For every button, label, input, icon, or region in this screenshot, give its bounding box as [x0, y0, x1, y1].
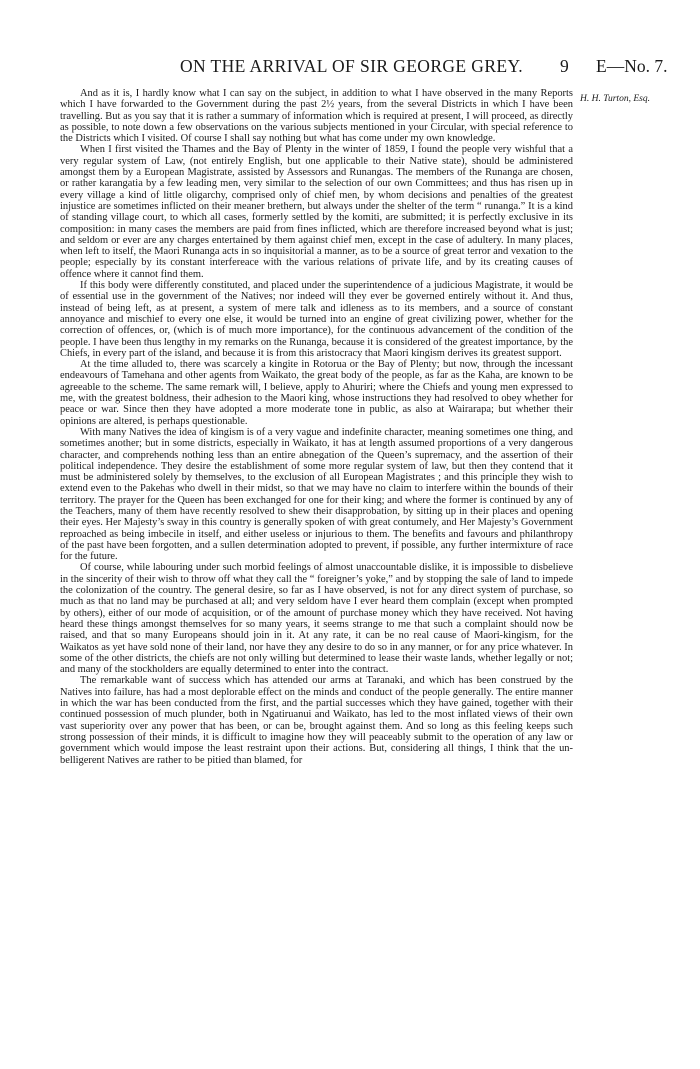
page-title: ON THE ARRIVAL OF SIR GEORGE GREY. [180, 56, 524, 76]
paragraph: At the time alluded to, there was scarcely a kingite in Rotorua or the Bay of Plenty; but now, through the incessant endeavours of Tamehana and other agents from Waikato, the great body of the people, as far as the Kaha, are known to be agreeable to the scheme. The same remark will, I believe, apply to Ahuriri; where the Chiefs and young men expressed to me, with the greatest boldness, their adhesion to the Maori king, whose instructions they had resolved to obey whether for peace or war. Since then they have adopted a more moderate tone in public, as also at Wairarapa; but whether their opinions are altered, is perhaps questionable. [60, 359, 573, 427]
margin-author-note: H. H. Turton, Esq. [580, 94, 650, 104]
paragraph: And as it is, I hardly know what I can say on the subject, in addition to what I have observed in the many Reports which I have forwarded to the Government during the past 2½ years, from the several Districts in which I have been travelling. But as you say that it is rather a summary of information which is required at present, I will proceed, as directly as possible, to note down a few observations on the various subjects mentioned in your Circular, with special reference to the Districts which I visited. Of course I shall say nothing but what has come under my own knowledge. [60, 88, 573, 145]
body-text [60, 88, 573, 766]
paragraph: When I first visited the Thames and the Bay of Plenty in the winter of 1859, I found the people very wishful that a very regular system of Law, (not entirely English, but one applicable to their Native state), should be administered amongst them by a European Magistrate, assisted by Assessors and Runangas. The members of the Runanga are chosen, or rather karangatia by a few leading men, very similar to the selection of our own Committees; and thus has risen up in every village a kind of little oligarchy, comprised only of chief men, by whom decisions and penalties of the greatest injustice are sometimes inflicted on their meaner brethern, but always under the shelter of the term “ runanga.” It is a kind of standing village court, to which all cases, formerly settled by the komiti, are submitted; it is perfectly exclusive in its composition: in many cases the members are paid from fines inflicted, which are therefore increased beyond what is just; and seldom or ever are any charges entertained by them against chief men, except in the case of adultery. In many places, when left to itself, the Maori Runanga acts in so inquisitorial a manner, as to be a source of great terror and vexation to the people; especially by its constant interfereace with the various relations of private life, and by its creating causes of offence where it cannot find them. [60, 144, 573, 280]
paragraph: Of course, while labouring under such morbid feelings of almost unaccountable dislike, it is impossible to disbelieve in the sincerity of their wish to throw off what they call the “ foreigner’s yoke,” and by stopping the sale of land to impede the colonization of the country. The general desire, so far as I have observed, is not for any direct system of purchase, so much as that no land may be purchased at all; and very seldom have I ever heard them complain (except when prompted by others), either of our mode of acquisition, or of the amount of purchase money which they have received. Not having heard these things amongst themselves for so many years, it seems strange to me that such a complaint should now be raised, and that so many Europeans should join in it. At any rate, it can be no real cause of Maori-kingism, for the Waikatos as yet have sold none of their land, nor have they any desire to do so in any manner, or for any price whatever. In some of the other districts, the chiefs are not only willing but determined to lease their waste lands, whether legally or not; and many of the stockholders are equally determined to enter into the contract. [60, 562, 573, 676]
document-reference: E—No. 7. [596, 56, 668, 76]
page-number: 9 [560, 56, 569, 76]
paragraph: With many Natives the idea of kingism is of a very vague and indefinite character, meaning sometimes one thing, and sometimes another; but in some districts, especially in Waikato, it has at length assumed proportions of a very dangerous character, and comprehends nothing less than an entire abnegation of the Queen’s supremacy, and the assertion of their political independence. They desire the establishment of some more regular system of law, but then they contend that it must be administered solely by themselves, to the exclusion of all European Magistrates ; and this principle they wish to extend even to the Pakehas who dwell in their midst, so that we may have no claim to interfere within the bounds of their territory. The prayer for the Queen has been exchanged for one for their king; and where the former is continued by any of the Teachers, many of them have recently resolved to shew their disapprobation, by sitting up in their places and opening their eyes. Her Majesty’s sway in this country is generally spoken of with great contumely, and Her Majesty’s Government reproached as being imbecile in itself, and either useless or injurious to them. The benefits and favours and philanthropy of the past have been forgotten, and a sullen determination adopted to prevent, if possible, any further intermixture of race for the future. [60, 426, 573, 563]
paragraph: The remarkable want of success which has attended our arms at Taranaki, and which has been construed by the Natives into failure, has had a most deplorable effect on the minds and conduct of the people generally. The entire manner in which the war has been conducted from the first, and the partial successes which they have gained, together with their continued possession of much plunder, both in Ngatiruanui and Waikato, has led to the most inflated views of their own vast superiority over any power that has been, or can be, brought against them. And so long as this feeling keeps such strong possession of their minds, it is difficult to imagine how they will peaceably submit to the operation of any law or government which would impose the least restraint upon their actions. But, considering all things, I think that the un-belligerent Natives are rather to be pitied than blamed, for [60, 675, 573, 766]
page-header [60, 56, 672, 80]
paragraph: If this body were differently constituted, and placed under the superintendence of a judicious Magistrate, it would be of essential use in the government of the Natives; nor indeed will they ever be governed entirely without it. And thus, instead of being left, as at present, a system of mere talk and idleness as to its members, and a source of constant annoyance and mischief to every one else, it would be turned into an engine of great civilizing power, whether for the correction of offences, or, (which is of much more importance), for the continuous advancement of the condition of the people. I have been thus lengthy in my remarks on the Runanga, because it is considered of the greatest importance, by the Chiefs, in every part of the island, and because it is from this aristocracy that Maori kingism derives its greatest support. [60, 280, 573, 359]
